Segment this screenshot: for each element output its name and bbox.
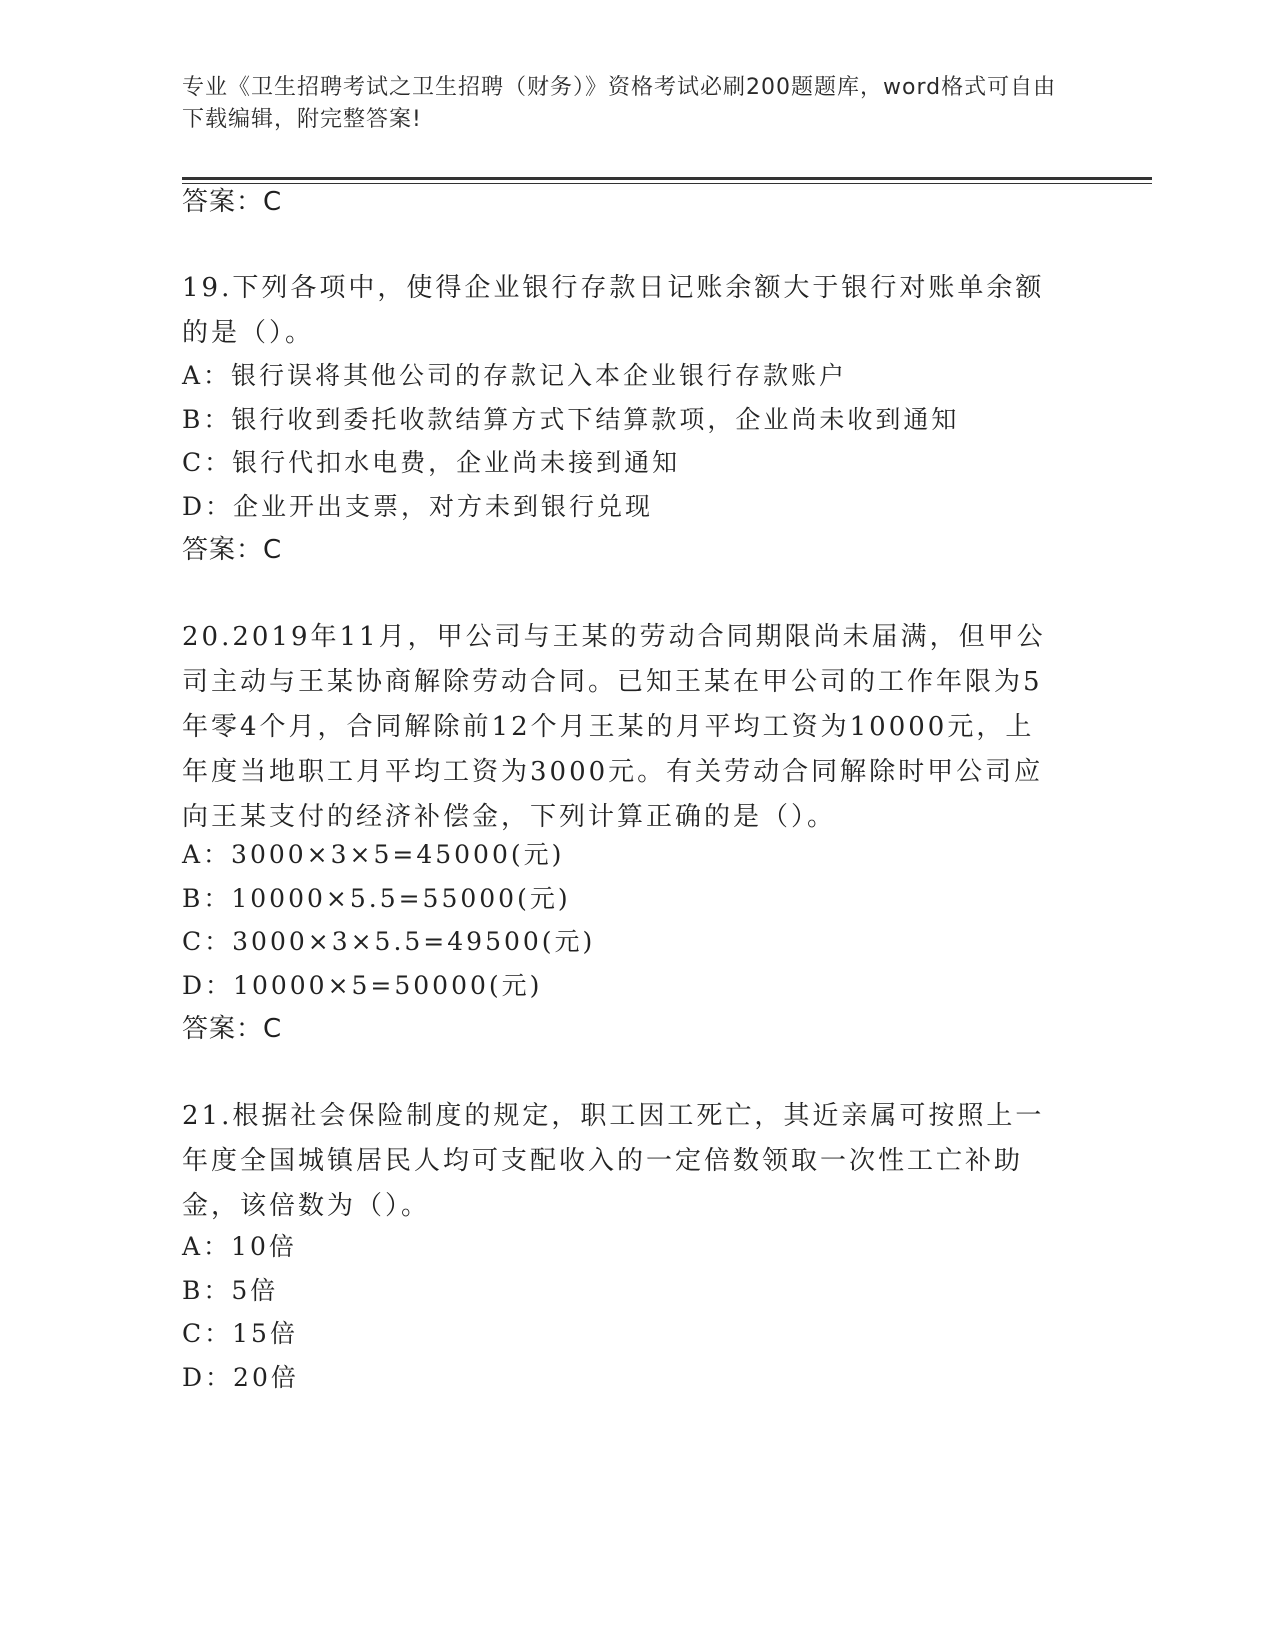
question-19-option-d: D：企业开出支票，对方未到银行兑现 [182, 492, 654, 521]
question-19-text: 19.下列各项中，使得企业银行存款日记账余额大于银行对账单余额的是（）。 [182, 273, 1045, 348]
document-header-title: 专业《卫生招聘考试之卫生招聘（财务）》资格考试必刷200题题库，word格式可自由下载编辑，附完整答案! [182, 75, 1057, 132]
question-21-option-c: C：15倍 [182, 1319, 298, 1348]
answer-q18: 答案：C [182, 187, 283, 217]
question-19-option-c: C：银行代扣水电费，企业尚未接到通知 [182, 448, 681, 477]
question-19-option-a: A：银行误将其他公司的存款记入本企业银行存款账户 [182, 361, 848, 390]
question-19-option-b: B：银行收到委托收款结算方式下结算款项，企业尚未收到通知 [182, 405, 960, 434]
question-20-option-d: D：10000×5=50000(元) [182, 971, 543, 1000]
header-divider-thin [182, 183, 1152, 184]
answer-q20: 答案：C [182, 1014, 283, 1044]
question-21-option-d: D：20倍 [182, 1363, 299, 1392]
header-divider-thick [182, 177, 1152, 180]
question-20-text: 20.2019年11月，甲公司与王某的劳动合同期限尚未届满，但甲公司主动与王某协商解除劳动合同。已知王某在甲公司的工作年限为5年零4个月，合同解除前12个月王某的月平均工资为10000元，上年度当地职工月平均工资为3000元。有关劳动合同解除时甲公司应向王某支付的经济补偿金，下列计算正确的是（）。 [182, 622, 1046, 832]
question-20-option-a: A：3000×3×5=45000(元) [182, 840, 565, 869]
answer-q19: 答案：C [182, 535, 283, 565]
question-21-text: 21.根据社会保险制度的规定，职工因工死亡，其近亲属可按照上一年度全国城镇居民人均可支配收入的一定倍数领取一次性工亡补助金，该倍数为（）。 [182, 1101, 1045, 1221]
question-20-option-b: B：10000×5.5=55000(元) [182, 884, 571, 913]
question-21-option-a: A：10倍 [182, 1232, 297, 1261]
question-21-option-b: B：5倍 [182, 1276, 279, 1305]
question-20-option-c: C：3000×3×5.5=49500(元) [182, 927, 596, 956]
